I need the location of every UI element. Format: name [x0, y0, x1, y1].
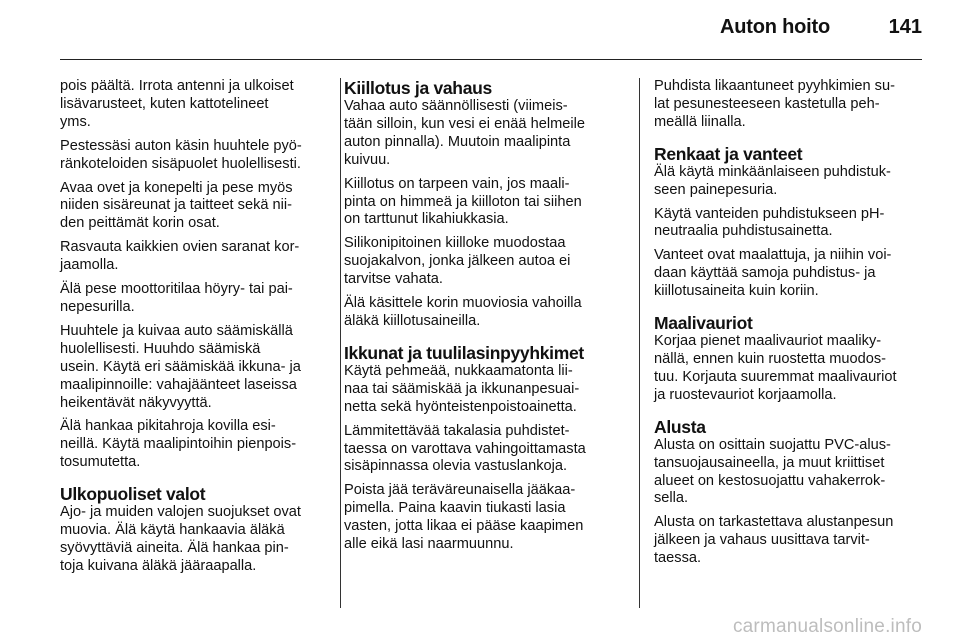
section-heading: Renkaat ja vanteet — [654, 143, 803, 164]
body-paragraph: Poista jää teräväreunaisella jääkaa- pimella. Paina kaavin tiukasti lasia vasten, jotta likaa ei pääse kaapimen alle eikä lasi naarmuunnu. — [344, 482, 584, 553]
body-paragraph: Kiillotus on tarpeen vain, jos maali- pinta on himmeä ja kiilloton tai siihen on tarttunut likahiukkasia. — [344, 175, 582, 228]
body-paragraph: Huuhtele ja kuivaa auto säämiskällä huolellisesti. Huuhdo säämiskä usein. Käytä eri säämiskää ikkuna- ja maalipinnoille: vahajäänteet laseissa heikentävät näkyvyyttä. — [60, 322, 301, 411]
body-paragraph: Älä käsittele korin muoviosia vahoilla äläkä kiillotusaineilla. — [344, 295, 582, 329]
header-title: Auton hoito — [720, 16, 830, 38]
body-paragraph: Ajo- ja muiden valojen suojukset ovat muovia. Älä käytä hankaavia äläkä syövyttäviä aineita. Älä hankaa pin- toja kuivana äläkä jääraapalla. — [60, 504, 301, 574]
section-heading: Maalivauriot — [654, 313, 753, 334]
body-paragraph: Vanteet ovat maalattuja, ja niihin voi- daan käyttää samoja puhdistus- ja kiillotusaineita kuin koriin. — [654, 247, 892, 300]
body-paragraph: Älä käytä minkäänlaiseen puhdistuk- seen painepesuria. — [654, 163, 891, 198]
body-paragraph: Käytä pehmeää, nukkaamatonta lii- naa tai säämiskää ja ikkunanpesuai- netta sekä hyönteistenpoistoainetta. — [344, 362, 580, 415]
section-heading: Ikkunat ja tuulilasinpyyhkimet — [344, 342, 584, 363]
section-heading: Alusta — [654, 416, 706, 437]
page-number: 141 — [888, 16, 922, 38]
body-paragraph: Silikonipitoinen kiilloke muodostaa suojakalvon, jonka jälkeen autoa ei tarvitse vahata. — [344, 235, 571, 288]
body-paragraph: Puhdista likaantuneet pyyhkimien su- lat pesunesteeseen kastetulla peh- meällä liinalla. — [654, 78, 895, 130]
text-column-3 — [654, 78, 924, 574]
header-divider — [60, 59, 922, 60]
body-paragraph: Rasvauta kaikkien ovien saranat kor- jaamolla. — [60, 239, 300, 274]
column-divider — [639, 78, 640, 608]
body-paragraph: Älä hankaa pikitahroja kovilla esi- neillä. Käytä maalipintoihin pienpois- tosumutetta. — [60, 418, 297, 471]
body-paragraph: pois päältä. Irrota antenni ja ulkoiset lisävarusteet, kuten kattotelineet yms. — [60, 78, 294, 130]
text-column-2 — [344, 78, 616, 560]
body-paragraph: Älä pese moottoritilaa höyry- tai pai- nepesurilla. — [60, 281, 293, 315]
body-paragraph: Käytä vanteiden puhdistukseen pH- neutraalia puhdistusainetta. — [654, 205, 885, 240]
body-paragraph: Vahaa auto säännöllisesti (viimeis- tään silloin, kun vesi ei enää helmeile auton pinnalla). Muutoin maalipinta kuivuu. — [344, 98, 585, 168]
body-paragraph: Alusta on tarkastettava alustanpesun jälkeen ja vahaus uusittava tarvit- taessa. — [654, 514, 894, 567]
body-paragraph: Korjaa pienet maalivauriot maaliky- nällä, ennen kuin ruostetta muodos- tuu. Korjauta suuremmat maalivauriot ja ruostevauriot korjaamolla. — [654, 333, 897, 403]
body-paragraph: Alusta on osittain suojattu PVC-alus- tansuojausaineella, ja muut kriittiset alueet on kestosuojattu vahakerrok- sella. — [654, 436, 891, 507]
column-divider — [340, 78, 341, 608]
section-heading: Ulkopuoliset valot — [60, 484, 206, 505]
body-paragraph: Avaa ovet ja konepelti ja pese myös niiden sisäreunat ja taitteet sekä nii- den peittämät korin osat. — [60, 179, 293, 232]
body-paragraph: Pestessäsi auton käsin huuhtele pyö- ränkoteloiden sisäpuolet huolellisesti. — [60, 137, 302, 172]
body-paragraph: Lämmitettävää takalasia puhdistet- taessa on varottava vahingoittamasta sisäpinnassa olevia vastuslankoja. — [344, 422, 586, 475]
text-column-1 — [60, 78, 332, 582]
section-heading: Kiillotus ja vahaus — [344, 78, 492, 98]
watermark-text: carmanualsonline.info — [732, 616, 922, 637]
